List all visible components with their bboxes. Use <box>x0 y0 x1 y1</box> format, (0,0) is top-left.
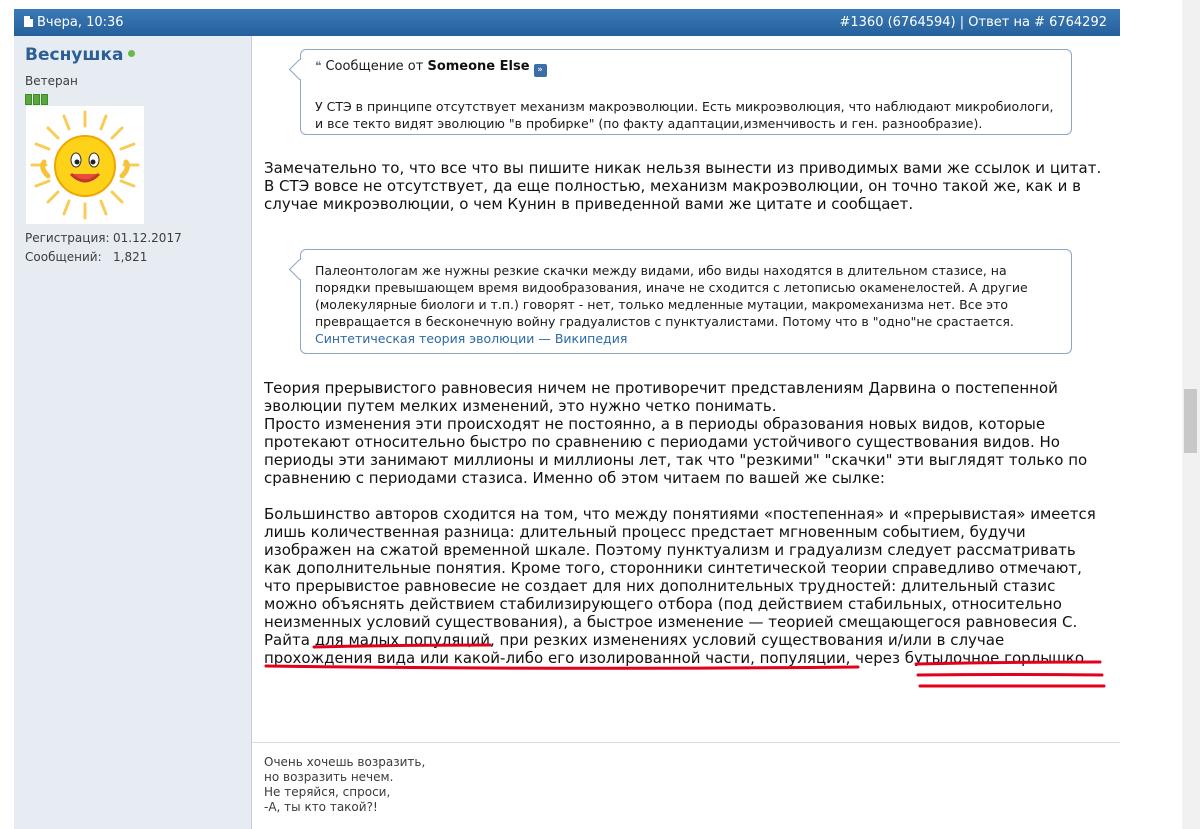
underlined-phrase: прохождения вида или какой-либо его изолированной части, популяции <box>264 649 846 667</box>
signature-divider <box>252 742 1120 743</box>
user-panel <box>14 36 252 829</box>
quote-arrow <box>289 59 310 80</box>
quote-author: Someone Else <box>427 59 530 74</box>
username-link[interactable]: Веснушка <box>25 45 124 65</box>
post-number-link[interactable]: #1360 (6764594) <box>839 15 956 30</box>
signature-line: Не теряйся, спроси, <box>264 785 391 799</box>
user-stats <box>25 229 182 267</box>
posts-count: 1,821 <box>113 250 148 264</box>
quote-header <box>315 58 547 77</box>
document-icon <box>24 16 33 27</box>
signature-line: Очень хочешь возразить, <box>264 755 426 769</box>
header-separator: | <box>955 15 969 30</box>
message-paragraph <box>264 505 1104 667</box>
quote-block <box>300 249 1072 354</box>
signature-line: -А, ты кто такой?! <box>264 800 378 814</box>
post-refs <box>839 9 1107 36</box>
message-text: Замечательно то, что все что вы пишите никак нельзя вынести из приводимых вами же ссылок и цитат. <box>264 159 1102 177</box>
message-paragraph <box>264 159 1104 213</box>
message-paragraph <box>264 379 1104 487</box>
message-text: Просто изменения эти происходят не постоянно, а в периоды образования новых видов, которые протекают относительно быстро по сравнению с периодами устойчивого существования видов. Но периоды эти занимают миллионы и миллионы лет, так что "резкими" "скачки" эти выглядят только по сравнению с периодами стазиса. Именно об этом читаем по вашей же сылке: <box>264 415 1088 487</box>
reply-to-link[interactable]: Ответ на # 6764292 <box>968 15 1107 30</box>
post-date <box>24 9 124 36</box>
underlined-phrase: для малых популяций <box>314 631 491 649</box>
quote-icon: ❝ <box>315 59 322 73</box>
underlined-phrase: бутылочное горлышко <box>904 649 1085 667</box>
message-text: Теория прерывистого равновесия ничем не противоречит представлениям Дарвина о постепенной эволюции путем мелких изменений, это нужно четко понимать. <box>264 379 1058 415</box>
quote-arrow <box>289 259 310 280</box>
reg-date: 01.12.2017 <box>113 231 182 245</box>
online-status-icon <box>128 50 135 57</box>
quote-prefix: Сообщение от <box>325 59 424 74</box>
quote-text: Палеонтологам же нужны резкие скачки между видами, ибо виды находятся в длительном стазисе, на порядки превышающем время видообразования, иначе не сходится с летописью окаменелостей. А другие (молекулярные биологи и т.п.) говорят - нет, только медленные мутации, макромеханизма нет. Все это превращается в бесконечную войну градуалистов с пунктуалистами. Потому что в "одно"не срастается. <box>315 263 1028 329</box>
scrollbar-thumb[interactable] <box>1184 389 1197 453</box>
quote-block <box>300 49 1072 135</box>
message-text: , при резких изменениях условий существования и/или в случае <box>490 631 1005 649</box>
user-title: Ветеран <box>25 74 78 88</box>
message-text: В СТЭ вовсе не отсутствует, да еще полностью, механизм макроэволюции, он точно такой же, как и в случае микроэволюции, о чем Кунин в приведенной вами же цитате и сообщает. <box>264 177 1081 213</box>
wikipedia-link[interactable]: Синтетическая теория эволюции — Википедия <box>315 331 628 346</box>
message-text: Большинство авторов сходится на том, что между понятиями «постепенная» и «прерывистая» имеется лишь количественная разница: длительный процесс предстает мгновенным событием, будучи изображен на сжатой временной шкале. Поэтому пунктуализм и градуализм следует рассматривать как дополнительные понятия. Кроме того, сторонники синтетической теории справедливо отмечают, что прерывистое равновесие не создает для них дополнительных трудностей: длительный стазис можно объяснять действием стабилизирующего отбора (под действием стабильных, относительно неизменных условий существования), а быстрое изменение — теорией смещающегося равновесия С. Райта <box>264 505 1096 649</box>
post-content <box>252 36 1120 829</box>
signature <box>264 755 425 815</box>
username <box>25 45 135 65</box>
message-text: . <box>1084 649 1089 667</box>
avatar[interactable] <box>26 106 144 224</box>
go-to-post-icon[interactable]: » <box>534 64 547 77</box>
message-text: , через <box>845 649 905 667</box>
reg-label: Регистрация: <box>25 231 110 245</box>
post-header <box>14 9 1120 36</box>
quote-text: У СТЭ в принципе отсутствует механизм макроэволюции. Есть микроэволюция, что наблюдают микробиологи, и все текто видят эволюцию "в пробирке" (по факту адаптации,изменчивость и ген. разнообразие). <box>315 99 1054 131</box>
sun-avatar-icon <box>26 106 144 224</box>
posts-label: Сообщений: <box>25 250 102 264</box>
signature-line: но возразить нечем. <box>264 770 394 784</box>
post-date-text: Вчера, 10:36 <box>37 15 124 30</box>
